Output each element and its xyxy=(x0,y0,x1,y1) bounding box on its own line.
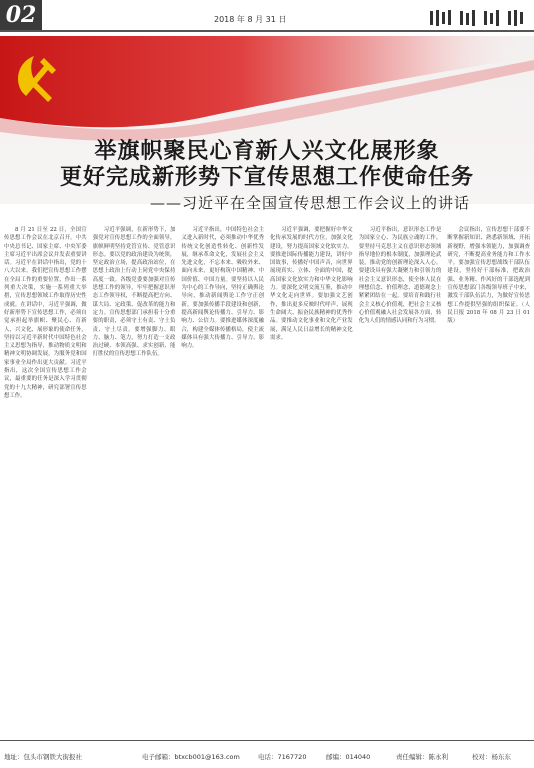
headline-subtitle: ——习近平在全国宣传思想工作会议上的讲话 xyxy=(150,194,471,212)
header-rule xyxy=(0,30,534,32)
article-column-5 xyxy=(359,226,442,736)
paragraph: 会议指出，宣传思想干部要不断掌握新知识、熟悉新领域、开拓新视野，增强本领能力，加强调查研究，不断提高业务能力和工作水平。要加强宣传思想战线干部队伍建设，坚持好干部标准，把政治强、业务精、作风好的干部选配到宣传思想部门各级领导班子中来，激发干部队伍活力，为做好宣传思想工作提供坚强的组织保证。（人民日报 2018 年 08 月 23 日 01 版） xyxy=(447,227,531,325)
footer-phone: 电话：7167720 xyxy=(258,753,307,761)
masthead-logo xyxy=(428,8,528,28)
page-footer xyxy=(0,744,534,764)
article-column-6 xyxy=(447,226,530,736)
footer-postcode: 邮编：014040 xyxy=(326,753,371,761)
article-column-1 xyxy=(4,226,87,736)
party-emblem-icon xyxy=(8,46,74,112)
paragraph: 习近平强调，在新形势下，加强党对宣传思想工作的全面领导，旗帜鲜明坚持党管宣传、党管意识形态。要以党的政治建设为统领，坚定政治立场，提高政治站位，在思想上政治上行动上同党中央保持高度一致。各级党委要加强对宣传思想工作的领导，牢牢把握意识形态工作领导权，不断提高把方向、谋大局、定政策、促改革的能力和定力。宣传思想部门承担着十分重要的职责，必须守土有责、守土负责、守土尽责。要增强脚力、眼力、脑力、笔力，努力打造一支政治过硬、本领高强、求实创新、能打胜仗的宣传思想工作队伍。 xyxy=(92,227,176,358)
article-column-4 xyxy=(270,226,353,736)
footer-editor: 责任编辑：陈永利 xyxy=(396,753,448,761)
article-body xyxy=(4,226,530,736)
paragraph: 习近平指出，意识形态工作是为国家立心、为民族立魂的工作。要坚持马克思主义在意识形态领域指导地位的根本制度，加强理论武装，推动党的创新理论深入人心。要建设具有强大凝聚力和引领力的社会主义意识形态，使全体人民在理想信念、价值理念、道德观念上紧紧团结在一起。要培育和践行社会主义核心价值观，把社会主义核心价值观融入社会发展各方面，转化为人们的情感认同和行为习惯。 xyxy=(358,227,442,325)
page-number: 02 xyxy=(0,0,42,30)
footer-address: 地址：包头市钢铁大街报社 xyxy=(4,753,82,761)
paragraph: 习近平指出，中国特色社会主义进入新时代，必须推动中华优秀传统文化创造性转化、创新性发展，继承革命文化，发展社会主义先进文化，不忘本来、吸收外来、面向未来，更好构筑中国精神、中国价值、中国力量。要坚持以人民为中心的工作导向，坚持正确舆论导向，推动新闻舆论工作守正创新。要加强传播手段建设和创新，提高新闻舆论传播力、引导力、影响力、公信力。要推进媒体深度融合，构建全媒体传播格局，使主流媒体具有强大传播力、引导力、影响力。 xyxy=(181,227,265,350)
footer-rule xyxy=(0,740,534,741)
headline-line-2: 更好完成新形势下宣传思想工作使命任务 xyxy=(59,164,474,190)
footer-proofreader: 校对：杨东东 xyxy=(472,753,511,761)
paragraph: 习近平强调，要把握好中华文化传承发展的时代方位，加强文化建设，努力提高国家文化软实力。要推进国际传播能力建设，讲好中国故事，传播好中国声音，向世界展现真实、立体、全面的中国，提高国家文化软实力和中华文化影响力。要深化文明交流互鉴，推动中华文化走向世界。要加强文艺创作，推出更多反映时代呼声、展现生命阔大、振奋民族精神的优秀作品。要推动文化事业和文化产业发展，满足人民日益增长的精神文化需求。 xyxy=(270,227,353,341)
headline-line-1: 举旗帜聚民心育新人兴文化展形象 xyxy=(94,138,440,164)
footer-email: 电子邮箱：btxcb001@163.com xyxy=(142,753,240,761)
article-column-3 xyxy=(181,226,264,736)
paragraph: 8 月 21 日至 22 日，全国宣传思想工作会议在北京召开。中共中央总书记、国家主席、中央军委主席习近平出席会议并发表重要讲话。习近平在讲话中指出，党的十八大以来，我们把宣传思想工作摆在全局工作的重要位置，作出一系列重大决策，实施一系列重大举措，宣传思想领域工作取得历史性成就。在讲话中，习近平强调，做好新形势下宣传思想工作，必须自觉承担起举旗帜、聚民心、育新人、兴文化、展形象的使命任务，坚持以习近平新时代中国特色社会主义思想为指导，推动物质文明和精神文明协调发展，为服务党和国家事业全局作出更大贡献。习近平指出，这次全国宣传思想工作会议，最重要的任务是深入学习贯彻党的十九大精神，研究部署宣传思想工作。 xyxy=(4,227,87,399)
article-column-2 xyxy=(93,226,176,736)
issue-date: 2018 年 8 月 31 日 xyxy=(214,15,287,24)
